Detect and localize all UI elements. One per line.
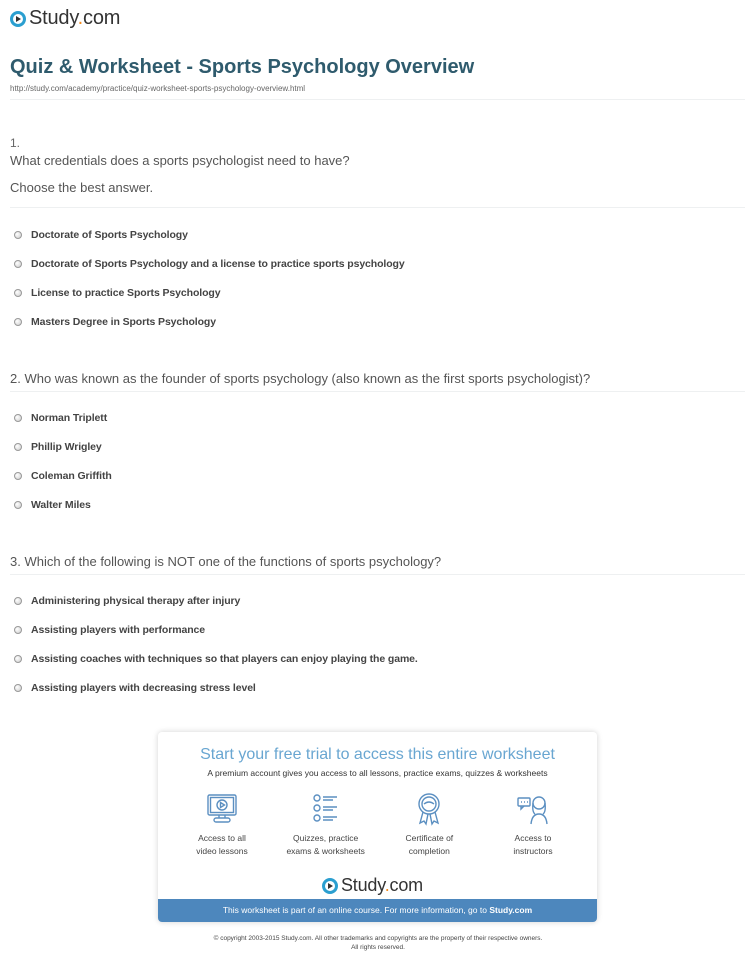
- answer-option[interactable]: Phillip Wrigley: [14, 441, 102, 453]
- copyright-text: © copyright 2003-2015 Study.com. All other trademarks and copyrights are the property of their respective owners.: [213, 935, 543, 942]
- answer-option[interactable]: Coleman Griffith: [14, 470, 112, 482]
- answer-option[interactable]: Assisting players with decreasing stress level: [14, 682, 256, 694]
- divider: [10, 574, 745, 575]
- radio-button[interactable]: [14, 626, 22, 634]
- rights-text: All rights reserved.: [351, 944, 405, 951]
- certificate-icon: [412, 792, 446, 826]
- question-1-instruction: Choose the best answer.: [10, 180, 154, 195]
- feature-label: Access to instructors: [513, 833, 553, 856]
- radio-button[interactable]: [14, 318, 22, 326]
- course-info-text: This worksheet is part of an online course. For more information, go to: [222, 905, 490, 915]
- radio-button[interactable]: [14, 414, 22, 422]
- answer-option[interactable]: Masters Degree in Sports Psychology: [14, 316, 216, 328]
- page-title: Quiz & Worksheet - Sports Psychology Overview: [10, 56, 475, 78]
- play-logo-icon: [10, 11, 26, 27]
- answer-option[interactable]: Doctorate of Sports Psychology and a license to practice sports psychology: [14, 258, 405, 270]
- question-2-text: 2. Who was known as the founder of sports psychology (also known as the first sports psychologist)?: [10, 371, 591, 386]
- radio-button[interactable]: [14, 472, 22, 480]
- feature-list: [172, 792, 583, 858]
- radio-button[interactable]: [14, 260, 22, 268]
- feature-quizzes: [276, 792, 376, 858]
- feature-label: Access to all video lessons: [196, 833, 248, 856]
- divider: [10, 207, 745, 208]
- radio-button[interactable]: [14, 684, 22, 692]
- answer-option[interactable]: Assisting players with performance: [14, 624, 205, 636]
- promo-subheadline: A premium account gives you access to all lessons, practice exams, quizzes & worksheets: [207, 768, 548, 778]
- answer-option[interactable]: License to practice Sports Psychology: [14, 287, 220, 299]
- play-logo-icon: [322, 878, 338, 894]
- radio-button[interactable]: [14, 655, 22, 663]
- feature-video-lessons: [172, 792, 272, 858]
- study-logo[interactable]: [322, 875, 423, 896]
- question-1-number: 1.: [10, 136, 21, 150]
- divider: [10, 99, 745, 100]
- answer-option[interactable]: Doctorate of Sports Psychology: [14, 229, 188, 241]
- free-trial-promo[interactable]: [158, 732, 597, 922]
- study-logo[interactable]: [10, 7, 120, 30]
- radio-button[interactable]: [14, 597, 22, 605]
- feature-label: Quizzes, practice exams & worksheets: [286, 833, 365, 856]
- logo-text: Study.com: [29, 7, 121, 29]
- video-lesson-icon: [205, 792, 239, 826]
- logo-text: Study.com: [341, 875, 423, 895]
- answer-option[interactable]: Assisting coaches with techniques so that players can enjoy playing the game.: [14, 653, 418, 665]
- question-3-text: 3. Which of the following is NOT one of the functions of sports psychology?: [10, 554, 442, 569]
- radio-button[interactable]: [14, 289, 22, 297]
- answer-option[interactable]: Walter Miles: [14, 499, 91, 511]
- answer-option[interactable]: Norman Triplett: [14, 412, 107, 424]
- study-link[interactable]: Study.com: [489, 905, 533, 915]
- radio-button[interactable]: [14, 501, 22, 509]
- copyright-footer: [0, 934, 756, 952]
- divider: [10, 391, 745, 392]
- question-1-text: What credentials does a sports psychologist need to have?: [10, 153, 350, 168]
- promo-headline: Start your free trial to access this entire worksheet: [200, 746, 555, 763]
- feature-certificate: [379, 792, 479, 858]
- feature-label: Certificate of completion: [405, 833, 454, 856]
- course-info-bar[interactable]: [158, 899, 597, 922]
- quiz-list-icon: [309, 792, 343, 826]
- instructor-icon: [516, 792, 550, 826]
- radio-button[interactable]: [14, 443, 22, 451]
- page-url: http://study.com/academy/practice/quiz-worksheet-sports-psychology-overview.html: [10, 84, 306, 93]
- answer-option[interactable]: Administering physical therapy after injury: [14, 595, 240, 607]
- radio-button[interactable]: [14, 231, 22, 239]
- feature-instructors: [483, 792, 583, 858]
